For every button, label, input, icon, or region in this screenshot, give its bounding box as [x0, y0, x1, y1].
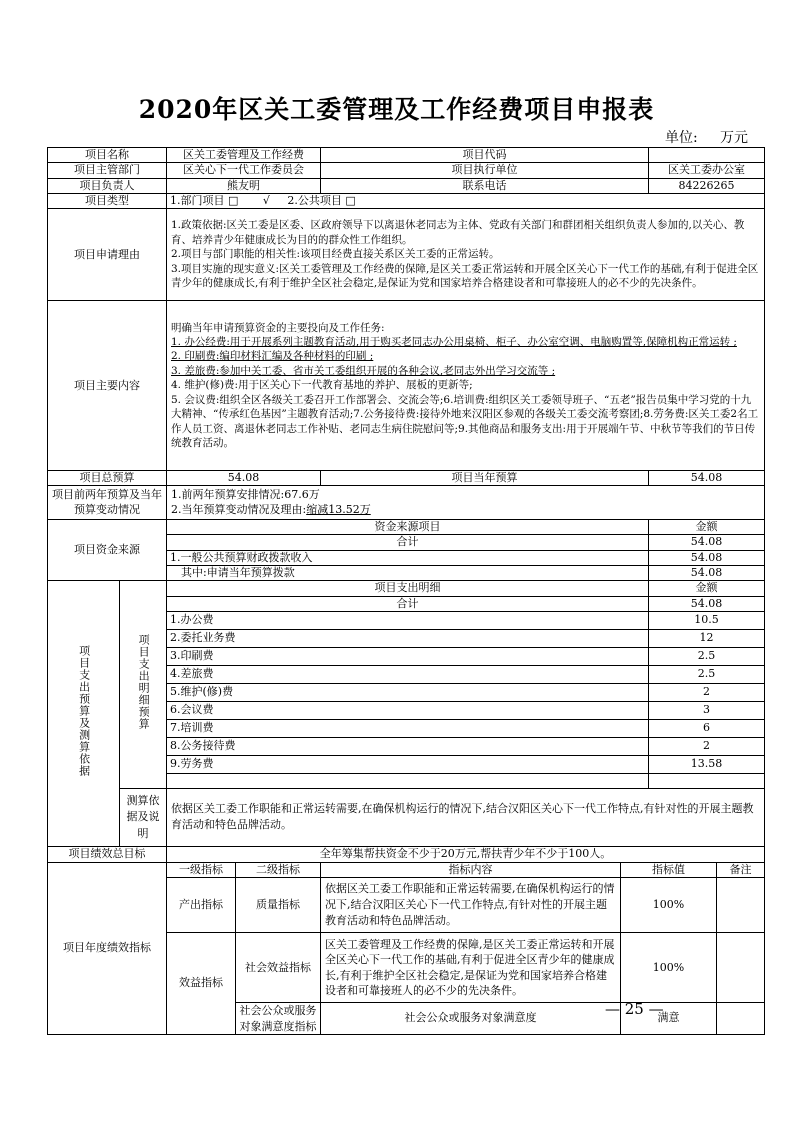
- effect-content: 区关工委管理及工作经费的保障,是区关工委正常运转和开展全区关心下一代工作的基础,有利于促进全区青少年的健康成长,有利于维护全区社会稳定,是保证为党和国家培养合格建设者和可靠接班人的必不少的先决条件。: [321, 933, 621, 1003]
- expense-row-item: 6.会议费: [167, 701, 649, 719]
- total-budget-label: 项目总预算: [48, 471, 167, 486]
- reason-line-1: 1.政策依据:区关工委是区委、区政府领导下以离退休老同志为主体、党政有关部门和群团相关组织负责人参加的,以关心、教育、培养青少年健康成长为目的的群众性工作组织。: [171, 219, 745, 246]
- satisfaction-note: [717, 1003, 765, 1035]
- content-item-2: 2. 印刷费:编印材料汇编及各种材料的印刷 ;: [171, 350, 374, 363]
- expense-header-item: 项目支出明细: [167, 581, 649, 596]
- unit-value: 万元: [719, 130, 748, 146]
- page-title: 2020年区关工委管理及工作经费项目申报表: [138, 95, 655, 124]
- expense-row-item: 8.公务接待费: [167, 737, 649, 755]
- funding-row-amount: 54.08: [649, 535, 765, 550]
- content-label: 项目主要内容: [48, 301, 167, 471]
- phone-label: 联系电话: [321, 178, 649, 193]
- indicators-h-value: 指标值: [621, 862, 717, 877]
- page-number: — 25 —: [605, 1000, 664, 1018]
- expense-row-amount: 2: [649, 683, 765, 701]
- type-label: 项目类型: [48, 193, 167, 208]
- output-level2: 质量指标: [236, 878, 321, 933]
- project-name-label: 项目名称: [48, 148, 167, 163]
- output-level1: 产出指标: [167, 878, 236, 933]
- content-text: [167, 301, 765, 471]
- change-line-1: 1.前两年预算安排情况:67.6万: [171, 488, 320, 502]
- funding-row-amount: 54.08: [649, 550, 765, 565]
- expense-row-item: 合计: [167, 596, 649, 611]
- basis-text: 依据区关工委工作职能和正常运转需要,在确保机构运行的情况下,结合汉阳区关心下一代工作特点,有针对性的开展主题教育活动和特色品牌活动。: [167, 788, 765, 846]
- budget-application-table: [47, 147, 765, 1035]
- indicators-h-level2: 二级指标: [236, 862, 321, 877]
- change-line-2-value: 缩减13.52万: [306, 502, 371, 516]
- current-budget-value: 54.08: [649, 471, 765, 486]
- change-line-2-prefix: 2.当年预算变动情况及理由:: [171, 502, 307, 516]
- indicators-label: 项目年度绩效指标: [48, 862, 167, 1034]
- effect-note: [717, 933, 765, 1003]
- content-item-3: 3. 差旅费:参加中关工委、省市关工委组织开展的各种会议,老同志外出学习交流等 ;: [171, 364, 556, 377]
- expense-row-item: 5.维护(修)费: [167, 683, 649, 701]
- dept-label: 项目主管部门: [48, 163, 167, 178]
- expense-row-amount: 12: [649, 629, 765, 647]
- expense-row-amount: 3: [649, 701, 765, 719]
- expense-row-item: [167, 773, 649, 788]
- satisfaction-value: 满意: [621, 1003, 717, 1035]
- indicators-h-content: 指标内容: [321, 862, 621, 877]
- expense-row-item: 3.印刷费: [167, 647, 649, 665]
- total-budget-value: 54.08: [167, 471, 321, 486]
- expense-outer-label-text: 项目支出预算及测算依据: [77, 645, 91, 778]
- effect-level2: 社会效益指标: [236, 933, 321, 1003]
- leader-value: 熊友明: [167, 178, 321, 193]
- current-budget-label: 项目当年预算: [321, 471, 649, 486]
- output-value: 100%: [621, 878, 717, 933]
- expense-row-amount: 10.5: [649, 611, 765, 629]
- effect-value: 100%: [621, 933, 717, 1003]
- expense-row-item: 2.委托业务费: [167, 629, 649, 647]
- indicators-h-level1: 一级指标: [167, 862, 236, 877]
- dept-value: 区关心下一代工作委员会: [167, 163, 321, 178]
- leader-label: 项目负责人: [48, 178, 167, 193]
- funding-row-item: 合计: [167, 535, 649, 550]
- change-label: 项目前两年预算及当年预算变动情况: [48, 486, 167, 520]
- content-item-5: 5. 会议费:组织全区各级关工委召开工作部署会、交流会等;6.培训费:组织区关工委领导班子、“五老”报告员集中学习党的十九大精神、“传承红色基因”主题教育活动;7.公务接待费:接待外地来汉阳区参观的各级关工委交流考察团;8.劳务费:区关工委2名工作人员工资、离退休老同志工作补贴、老同志生病住院慰问等;9.其他商品和服务支出:用于开展端午节、中秋节等我们的节日传统教育活动。: [171, 393, 759, 450]
- funding-row-item: 其中:申请当年预算拨款: [167, 565, 649, 580]
- output-content: 依据区关工委工作职能和正常运转需要,在确保机构运行的情况下,结合汉阳区关心下一代工作特点,有针对性的开展主题教育活动和特色品牌活动。: [321, 878, 621, 933]
- project-name-value: 区关工委管理及工作经费: [167, 148, 321, 163]
- effect-level1: 效益指标: [167, 933, 236, 1035]
- output-note: [717, 878, 765, 933]
- expense-row-item: 4.差旅费: [167, 665, 649, 683]
- change-line-2: [171, 503, 760, 517]
- expense-row-item: 7.培训费: [167, 719, 649, 737]
- project-code-label: 项目代码: [321, 148, 649, 163]
- change-text: [167, 486, 765, 520]
- expense-row-amount: 54.08: [649, 596, 765, 611]
- type-value: 1.部门项目 □ √ 2.公共项目 □: [167, 193, 765, 208]
- funding-header-item: 资金来源项目: [167, 520, 649, 535]
- expense-inner-label-text: 项目支出明细预算: [137, 634, 151, 731]
- satisfaction-level2: 社会公众或服务对象满意度指标: [236, 1003, 321, 1035]
- expense-inner-label: [120, 581, 167, 789]
- expense-row-amount: 2: [649, 737, 765, 755]
- expense-row-amount: 13.58: [649, 755, 765, 773]
- expense-row-amount: [649, 773, 765, 788]
- content-intro: 明确当年申请预算资金的主要投向及工作任务:: [171, 321, 385, 334]
- expense-outer-label: [48, 581, 120, 847]
- content-item-1: 1. 办公经费:用于开展系列主题教育活动,用于购买老同志办公用桌椅、柜子、办公室空调、电脑购置等,保障机构正常运转 ;: [171, 335, 737, 348]
- funding-label: 项目资金来源: [48, 520, 167, 581]
- goal-label: 项目绩效总目标: [48, 846, 167, 862]
- funding-header-amount: 金额: [649, 520, 765, 535]
- funding-row-amount: 54.08: [649, 565, 765, 580]
- phone-value: 84226265: [649, 178, 765, 193]
- reason-line-3: 3.项目实施的现实意义:区关工委管理及工作经费的保障,是区关工委正常运转和开展全区关心下一代工作的基础,有利于促进全区青少年的健康成长,有利于维护全区社会稳定,是保证为党和国家培养合格建设者和可靠接班人的必不少的先决条件。: [171, 262, 759, 290]
- satisfaction-content: 社会公众或服务对象满意度: [321, 1003, 621, 1035]
- unit-label-text: 单位:: [665, 130, 698, 146]
- exec-unit-label: 项目执行单位: [321, 163, 649, 178]
- unit-label: [665, 127, 748, 147]
- goal-text: 全年筹集帮扶资金不少于20万元,帮扶青少年不少于100人。: [167, 846, 765, 862]
- funding-row-item: 1.一般公共预算财政拨款收入: [167, 550, 649, 565]
- basis-label: 测算依据及说明: [120, 788, 167, 846]
- indicators-h-note: 备注: [717, 862, 765, 877]
- reason-line-2: 2.项目与部门职能的相关性:该项目经费直接关系区关工委的正常运转。: [171, 248, 500, 261]
- expense-header-amount: 金额: [649, 581, 765, 596]
- reason-label: 项目申请理由: [48, 209, 167, 301]
- expense-row-item: 9.劳务费: [167, 755, 649, 773]
- expense-row-amount: 6: [649, 719, 765, 737]
- expense-row-amount: 2.5: [649, 665, 765, 683]
- exec-unit-value: 区关工委办公室: [649, 163, 765, 178]
- expense-row-item: 1.办公费: [167, 611, 649, 629]
- reason-text: [167, 209, 765, 301]
- content-item-4: 4. 维护(修)费:用于区关心下一代教育基地的养护、展板的更新等;: [171, 379, 473, 392]
- expense-row-amount: 2.5: [649, 647, 765, 665]
- project-code-value: [649, 148, 765, 163]
